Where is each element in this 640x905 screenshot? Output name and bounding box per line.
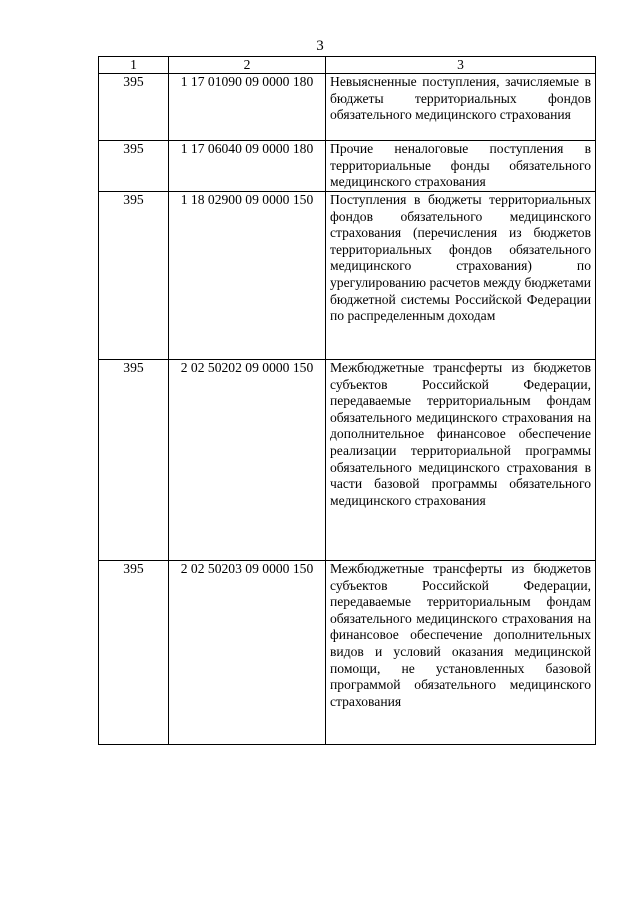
income-codes-table [98, 56, 596, 745]
column-header-2: 2 [169, 57, 326, 74]
kbk-code-cell: 1 17 01090 09 0000 180 [169, 74, 326, 141]
description-cell: Поступления в бюджеты территориальных фондов обязательного медицинского страхования (перечисления из бюджетов территориальных фондов обязательного медицинского страхования) по урегулированию расчетов между бюджетами бюджетной системы Российской Федерации по распределенным доходам [326, 192, 596, 360]
kbk-code-cell: 2 02 50203 09 0000 150 [169, 561, 326, 745]
table-row [99, 360, 596, 561]
kbk-code-cell: 1 17 06040 09 0000 180 [169, 141, 326, 192]
admin-code-cell: 395 [99, 141, 169, 192]
description-cell: Межбюджетные трансферты из бюджетов субъектов Российской Федерации, передаваемые территориальным фондам обязательного медицинского страхования на дополнительное финансовое обеспечение реализации территориальной программы обязательного медицинского страхования в части базовой программы обязательного медицинского страхования [326, 360, 596, 561]
description-cell: Невыясненные поступления, зачисляемые в бюджеты территориальных фондов обязательного медицинского страхования [326, 74, 596, 141]
table-row [99, 192, 596, 360]
kbk-code-cell: 2 02 50202 09 0000 150 [169, 360, 326, 561]
admin-code-cell: 395 [99, 360, 169, 561]
kbk-code-cell: 1 18 02900 09 0000 150 [169, 192, 326, 360]
table-row [99, 561, 596, 745]
admin-code-cell: 395 [99, 561, 169, 745]
table-row [99, 141, 596, 192]
description-cell: Межбюджетные трансферты из бюджетов субъектов Российской Федерации, передаваемые территориальным фондам обязательного медицинского страхования на финансовое обеспечение дополнительных видов и условий оказания медицинской помощи, не установленных базовой программой обязательного медицинского страхования [326, 561, 596, 745]
table-header-row [99, 57, 596, 74]
table-row [99, 74, 596, 141]
admin-code-cell: 395 [99, 74, 169, 141]
admin-code-cell: 395 [99, 192, 169, 360]
page-number: 3 [316, 38, 324, 54]
column-header-1: 1 [99, 57, 169, 74]
column-header-3: 3 [326, 57, 596, 74]
description-cell: Прочие неналоговые поступления в территориальные фонды обязательного медицинского страхования [326, 141, 596, 192]
